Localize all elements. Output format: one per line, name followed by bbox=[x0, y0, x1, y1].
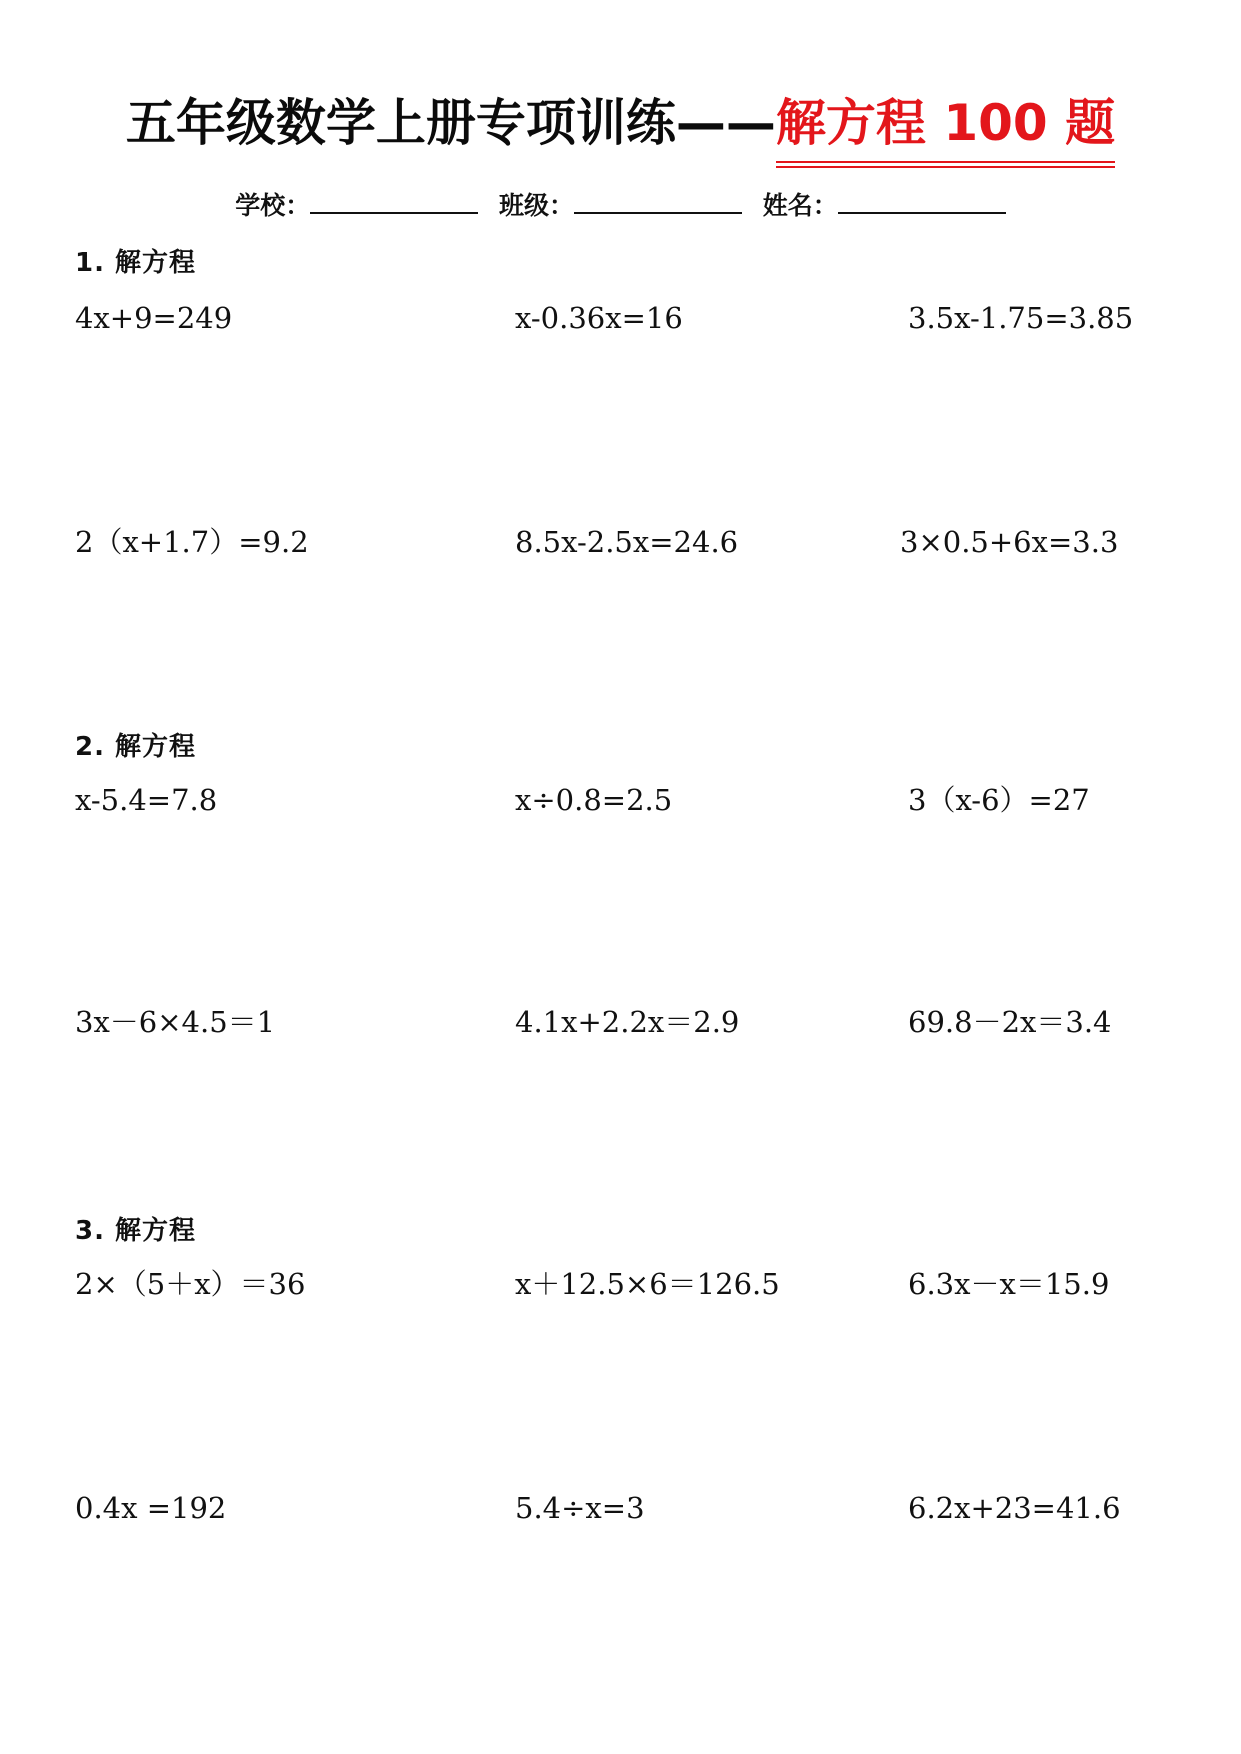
section-3 bbox=[75, 1214, 1175, 1654]
equation: 8.5x-2.5x=24.6 bbox=[515, 525, 739, 559]
equation: 2（x+1.7）=9.2 bbox=[75, 525, 309, 559]
equation: 5.4÷x=3 bbox=[515, 1491, 645, 1525]
equation: x-5.4=7.8 bbox=[75, 783, 218, 817]
school-label: 学校： bbox=[235, 191, 311, 220]
equation: 3（x-6）=27 bbox=[908, 783, 1090, 817]
student-info bbox=[0, 186, 1241, 222]
equation: 0.4x =192 bbox=[75, 1491, 227, 1525]
equation: 3x－6×4.5＝1 bbox=[75, 1005, 276, 1039]
equation: 6.2x+23=41.6 bbox=[908, 1491, 1121, 1525]
section-title: 3. 解方程 bbox=[75, 1216, 197, 1246]
school-blank bbox=[310, 190, 478, 214]
page-title bbox=[0, 88, 1241, 158]
section-title: 1. 解方程 bbox=[75, 248, 197, 278]
section-1 bbox=[75, 246, 1175, 686]
title-highlight: 解方程 100 题 bbox=[776, 88, 1115, 158]
section-2 bbox=[75, 730, 1175, 1170]
equation: x＋12.5×6＝126.5 bbox=[515, 1267, 780, 1301]
equation: 69.8－2x＝3.4 bbox=[908, 1005, 1112, 1039]
equation: 3×0.5+6x=3.3 bbox=[900, 525, 1119, 559]
name-label: 姓名： bbox=[762, 191, 838, 220]
section-title: 2. 解方程 bbox=[75, 732, 197, 762]
title-main: 五年级数学上册专项训练—— bbox=[125, 94, 776, 152]
equation: 4x+9=249 bbox=[75, 301, 233, 335]
equation: x-0.36x=16 bbox=[515, 301, 683, 335]
equation: x÷0.8=2.5 bbox=[515, 783, 673, 817]
class-blank bbox=[574, 190, 742, 214]
equation: 3.5x-1.75=3.85 bbox=[908, 301, 1134, 335]
equation: 4.1x+2.2x＝2.9 bbox=[515, 1005, 740, 1039]
school-field bbox=[235, 186, 478, 222]
class-field bbox=[499, 186, 742, 222]
name-blank bbox=[838, 190, 1006, 214]
class-label: 班级： bbox=[498, 191, 574, 220]
name-field bbox=[763, 186, 1006, 222]
equation: 2×（5＋x）＝36 bbox=[75, 1267, 306, 1301]
equation: 6.3x－x＝15.9 bbox=[908, 1267, 1110, 1301]
